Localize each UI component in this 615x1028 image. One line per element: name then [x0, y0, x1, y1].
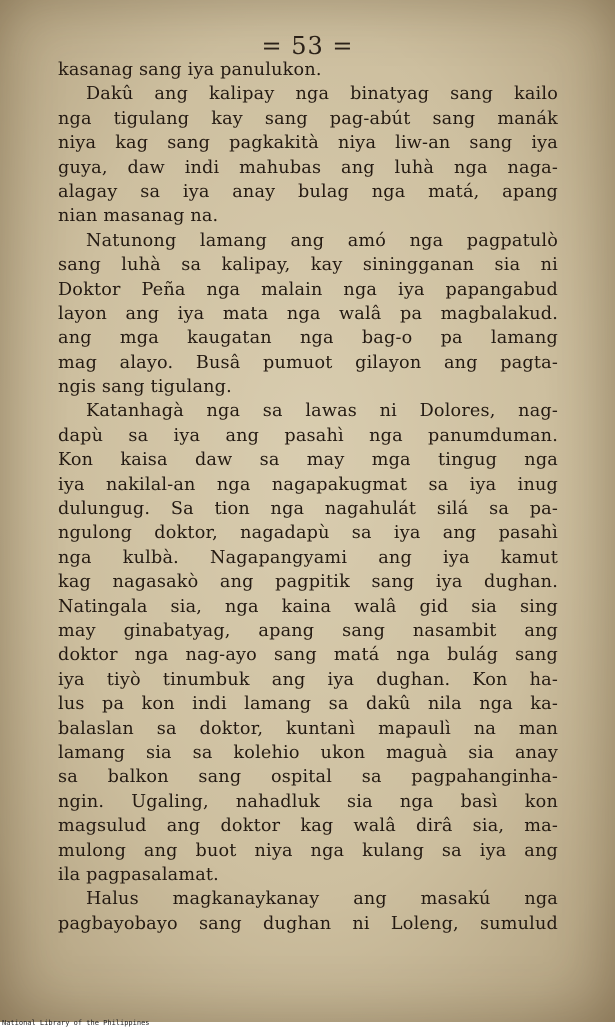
text-line: Dakû ang kalipay nga binatyag sang kailo: [86, 84, 558, 105]
text-line: Natingala sia, nga kaina walâ gid sia sing: [58, 596, 558, 617]
text-line: sang luhà sa kalipay, kay siningganan sia ni: [58, 255, 558, 276]
text-line: mulong ang buot niya nga kulang sa iya ang: [58, 840, 558, 861]
text-line: layon ang iya mata nga walâ pa magbalakud.: [58, 303, 558, 324]
text-line: ang mga kaugatan nga bag-o pa lamang: [58, 328, 558, 349]
text-line: dulungug. Sa tion nga nagahulát silá sa pa-: [58, 499, 558, 520]
text-line: doktor nga nag-ayo sang matá nga bulág sang: [58, 645, 558, 666]
text-line: niya kag sang pagkakità niya liw-an sang iya: [58, 133, 558, 154]
text-line: alagay sa iya anay bulag nga matá, apang: [58, 181, 558, 202]
text-line: lamang sia sa kolehio ukon maguà sia anay: [58, 742, 558, 763]
text-line: iya nakilal-an nga nagapakugmat sa iya inug: [58, 474, 558, 495]
text-line: ila pagpasalamat.: [58, 864, 219, 885]
text-line: Kon kaisa daw sa may mga tingug nga: [58, 450, 558, 471]
text-line: may ginabatyag, apang sang nasambit ang: [58, 620, 558, 641]
text-line: lus pa kon indi lamang sa dakû nila nga ka-: [58, 694, 558, 715]
text-line: nian masanag na.: [58, 206, 219, 227]
text-line: magsulud ang doktor kag walâ dirâ sia, ma-: [58, 816, 558, 837]
text-line: nga kulbà. Nagapangyami ang iya kamut: [58, 547, 558, 568]
text-line: ngis sang tigulang.: [58, 377, 232, 398]
text-line: iya tiyò tinumbuk ang iya dughan. Kon ha-: [58, 669, 558, 690]
text-line: Doktor Peña nga malain nga iya papangabud: [58, 279, 558, 300]
library-credit: National Library of the Philippines: [2, 1019, 150, 1027]
text-line: nga tigulang kay sang pag-abút sang manák: [58, 108, 558, 129]
text-line: balaslan sa doktor, kuntanì mapaulì na man: [58, 718, 558, 739]
page-text: [58, 58, 558, 936]
text-line: kasanag sang iya panulukon.: [58, 60, 322, 80]
text-line: ngulong doktor, nagadapù sa iya ang pasahì: [58, 523, 558, 544]
text-line: Natunong lamang ang amó nga pagpatulò: [86, 230, 558, 251]
text-line: Katanhagà nga sa lawas ni Dolores, nag-: [86, 401, 558, 422]
text-line: guya, daw indi mahubas ang luhà nga naga-: [58, 157, 558, 178]
text-line: mag alayo. Busâ pumuot gilayon ang pagta-: [58, 352, 558, 373]
page-number: = 53 =: [261, 32, 354, 60]
text-line: sa balkon sang ospital sa pagpahanginha-: [58, 767, 558, 788]
text-line: kag nagasakò ang pagpitik sang iya dughan.: [58, 572, 558, 593]
text-line: Halus magkanaykanay ang masakú nga: [86, 889, 558, 910]
text-line: dapù sa iya ang pasahì nga panumduman.: [58, 425, 558, 446]
text-line: pagbayobayo sang dughan ni Loleng, sumulud: [58, 913, 558, 934]
text-line: ngin. Ugaling, nahadluk sia nga basì kon: [58, 791, 558, 812]
